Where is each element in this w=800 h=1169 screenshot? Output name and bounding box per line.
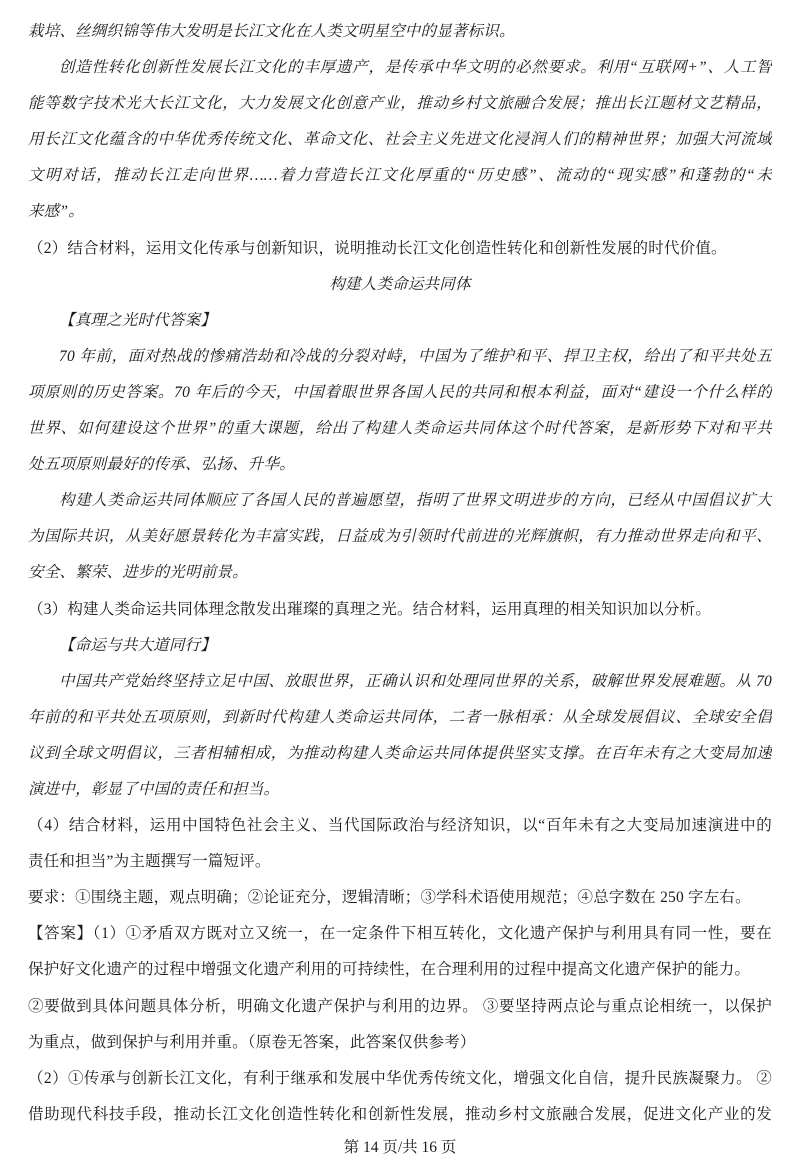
- text-line: 借助现代科技手段，推动长江文化创造性转化和创新性发展，推动乡村文旅融合发展，促进文化产业的发: [28, 1105, 772, 1123]
- page-footer: [28, 1135, 772, 1161]
- text-line: 来感”。: [28, 203, 84, 221]
- text-line: 为国际共识，从美好愿景转化为丰富实践，日益成为引领时代前进的光辉旗帜，有力推动世界走向和平、: [28, 528, 772, 546]
- text-line: ②要做到具体问题具体分析，明确文化遗产保护与利用的边界。 ③要坚持两点论与重点论相统一，以保护: [28, 997, 772, 1015]
- text-line: 中国共产党始终坚持立足中国、放眼世界，正确认识和处理同世界的关系，破解世界发展难题。从 70: [59, 672, 772, 690]
- text-line: （2）结合材料，运用文化传承与创新知识，说明推动长江文化创造性转化和创新性发展的时代价值。: [28, 239, 727, 257]
- text-line: 70 年前，面对热战的惨痛浩劫和冷战的分裂对峙，中国为了维护和平、捍卫主权，给出了和平共处五: [59, 347, 772, 365]
- text-line: 栽培、丝绸织锦等伟大发明是长江文化在人类文明星空中的显著标识。: [28, 23, 515, 40]
- text-line: 议到全球文明倡议，三者相辅相成，为推动构建人类命运共同体提供坚实支撑。在百年未有之大变局加速: [28, 744, 772, 762]
- text-line: 演进中，彰显了中国的责任和担当。: [28, 780, 280, 798]
- text-line: 项原则的历史答案。70 年后的今天，中国着眼世界各国人民的共同和根本利益，面对“建设一个什么样的: [28, 383, 772, 401]
- text-line: 【真理之光时代答案】: [59, 311, 217, 329]
- text-line: 【答案】（1）①矛盾双方既对立又统一，在一定条件下相互转化，文化遗产保护与利用具有同一性，要在: [28, 925, 772, 943]
- page-number: 第 14 页/共 16 页: [343, 1138, 457, 1156]
- text-line: 创造性转化创新性发展长江文化的丰厚遗产，是传承中华文明的必然要求。利用“互联网+”、人工智: [59, 59, 772, 77]
- text-line: （3）构建人类命运共同体理念散发出璀璨的真理之光。结合材料，运用真理的相关知识加以分析。: [28, 600, 712, 618]
- text-line: （2）①传承与创新长江文化，有利于继承和发展中华优秀传统文化，增强文化自信，提升民族凝聚力。 ②: [28, 1069, 772, 1087]
- text-line: 处五项原则最好的传承、弘扬、升华。: [28, 456, 295, 474]
- text-line: （4）结合材料，运用中国特色社会主义、当代国际政治与经济知识，以“百年未有之大变局加速演进中的: [28, 817, 772, 835]
- text-line: 【命运与共大道同行】: [59, 636, 217, 654]
- text-line: 文明对话，推动长江走向世界……着力营造长江文化厚重的“历史感”、流动的“现实感”和蓬勃的“未: [28, 167, 772, 185]
- text-line: 责任和担当”为主题撰写一篇短评。: [28, 853, 271, 871]
- text-line: 用长江文化蕴含的中华优秀传统文化、革命文化、社会主义先进文化浸润人们的精神世界；加强大河流域: [28, 131, 772, 149]
- text-line: 要求：①围绕主题，观点明确；②论证充分，逻辑清晰；③学科术语使用规范；④总字数在 250 字左右。: [28, 889, 751, 907]
- text-line: 年前的和平共处五项原则，到新时代构建人类命运共同体，二者一脉相承：从全球发展倡议、全球安全倡: [28, 708, 772, 726]
- document-body: [28, 14, 772, 1133]
- text-line: 构建人类命运共同体: [329, 275, 471, 293]
- text-line: 安全、繁荣、进步的光明前景。: [28, 564, 248, 582]
- text-line: 构建人类命运共同体顺应了各国人民的普遍愿望，指明了世界文明进步的方向，已经从中国倡议扩大: [59, 492, 772, 510]
- text-line: 世界、如何建设这个世界”的重大课题，给出了构建人类命运共同体这个时代答案，是新形势下对和平共: [28, 420, 772, 438]
- text-line: 保护好文化遗产的过程中增强文化遗产利用的可持续性，在合理利用的过程中提高文化遗产保护的能力。: [28, 961, 751, 979]
- text-line: 为重点，做到保护与利用并重。（原卷无答案，此答案仅供参考）: [28, 1033, 476, 1051]
- text-line: 能等数字技术光大长江文化，大力发展文化创意产业，推动乡村文旅融合发展；推出长江题材文艺精品，: [28, 95, 772, 113]
